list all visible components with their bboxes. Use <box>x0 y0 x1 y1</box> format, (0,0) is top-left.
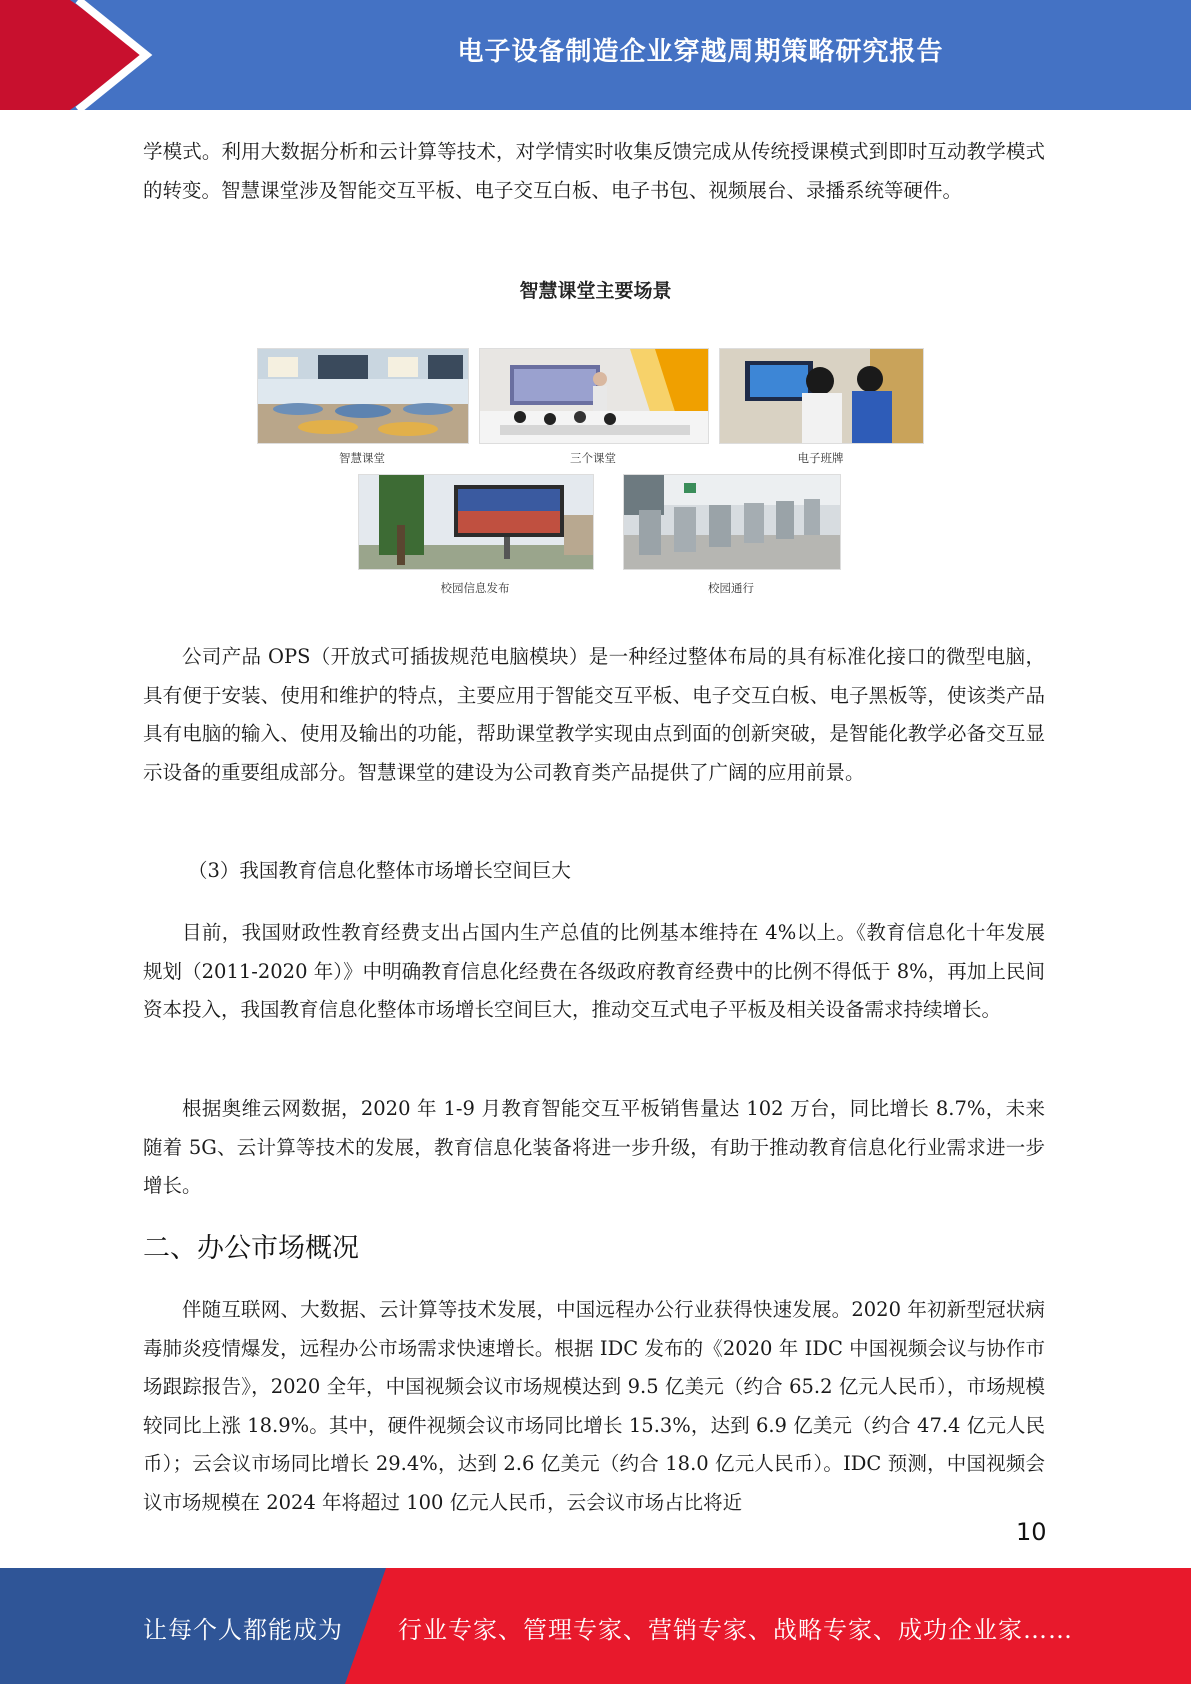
section-heading-office-market: 二、办公市场概况 <box>143 1233 359 1264</box>
campus-access-photo <box>623 474 841 570</box>
caption-e-class-sign: 电子班牌 <box>797 451 844 465</box>
caption-campus-info: 校园信息发布 <box>440 581 510 595</box>
report-title: 电子设备制造企业穿越周期策略研究报告 <box>457 36 944 67</box>
caption-campus-access: 校园通行 <box>708 581 754 595</box>
caption-smart-classroom: 智慧课堂 <box>339 451 385 465</box>
three-classrooms-photo <box>479 348 709 444</box>
paragraph-video-conference-market: 伴随互联网、大数据、云计算等技术发展，中国远程办公行业获得快速发展。2020 年初新型冠状病毒肺炎疫情爆发，远程办公市场需求快速增长。根据 IDC 发布的《2020 年 IDC 中国视频会议与协作市场跟踪报告》，2020 全年，中国视频会议市场规模达到 9.5 亿美元（约合 65.2 亿元人民币），市场规模较同比上涨 18.9%。其中，硬件视频会议市场同比增长 15.3%，达到 6.9 亿美元（约合 47.4 亿元人民币）；云会议市场同比增长 29.4%，达到 2.6 亿美元（约合 18.0 亿元人民币）。IDC 预测，中国视频会议市场规模在 2024 年将超过 100 亿元人民币，云会议市场占比将近 <box>143 1298 1045 1514</box>
page-number: 10 <box>1016 1518 1047 1546</box>
campus-info-photo <box>358 474 594 570</box>
paragraph-avc-data: 根据奥维云网数据，2020 年 1-9 月教育智能交互平板销售量达 102 万台，同比增长 8.7%，未来随着 5G、云计算等技术的发展，教育信息化装备将进一步升级，有助于推动教育信息化行业需求进一步增长。 <box>143 1097 1045 1197</box>
paragraph-smart-classroom-intro: 学模式。利用大数据分析和云计算等技术，对学情实时收集反馈完成从传统授课模式到即时互动教学模式的转变。智慧课堂涉及智能交互平板、电子交互白板、电子书包、视频展台、录播系统等硬件。 <box>143 140 1045 202</box>
footer-slogan-right: 行业专家、管理专家、营销专家、战略专家、成功企业家…… <box>398 1616 1073 1644</box>
header-red-arrow-icon <box>0 0 160 110</box>
paragraph-ops-product: 公司产品 OPS（开放式可插拔规范电脑模块）是一种经过整体布局的具有标准化接口的微型电脑，具有便于安装、使用和维护的特点，主要应用于智能交互平板、电子交互白板、电子黑板等，使该类产品具有电脑的输入、使用及输出的功能，帮助课堂教学实现由点到面的创新突破，是智能化教学必备交互显示设备的重要组成部分。智慧课堂的建设为公司教育类产品提供了广阔的应用前景。 <box>143 645 1045 784</box>
footer-slogan-left: 让每个人都能成为 <box>143 1616 343 1644</box>
sub-heading-education-market: （3）我国教育信息化整体市场增长空间巨大 <box>188 859 571 882</box>
e-class-sign-photo <box>719 348 924 444</box>
paragraph-education-funding: 目前，我国财政性教育经费支出占国内生产总值的比例基本维持在 4%以上。《教育信息化十年发展规划（2011-2020 年）》中明确教育信息化经费在各级政府教育经费中的比例不得低于 8%，再加上民间资本投入，我国教育信息化整体市场增长空间巨大，推动交互式电子平板及相关设备需求持续增长。 <box>143 921 1045 1021</box>
smart-classroom-photo <box>257 348 469 444</box>
figure-title: 智慧课堂主要场景 <box>519 280 672 302</box>
page-header <box>0 0 1191 110</box>
caption-three-classrooms: 三个课堂 <box>570 451 616 465</box>
